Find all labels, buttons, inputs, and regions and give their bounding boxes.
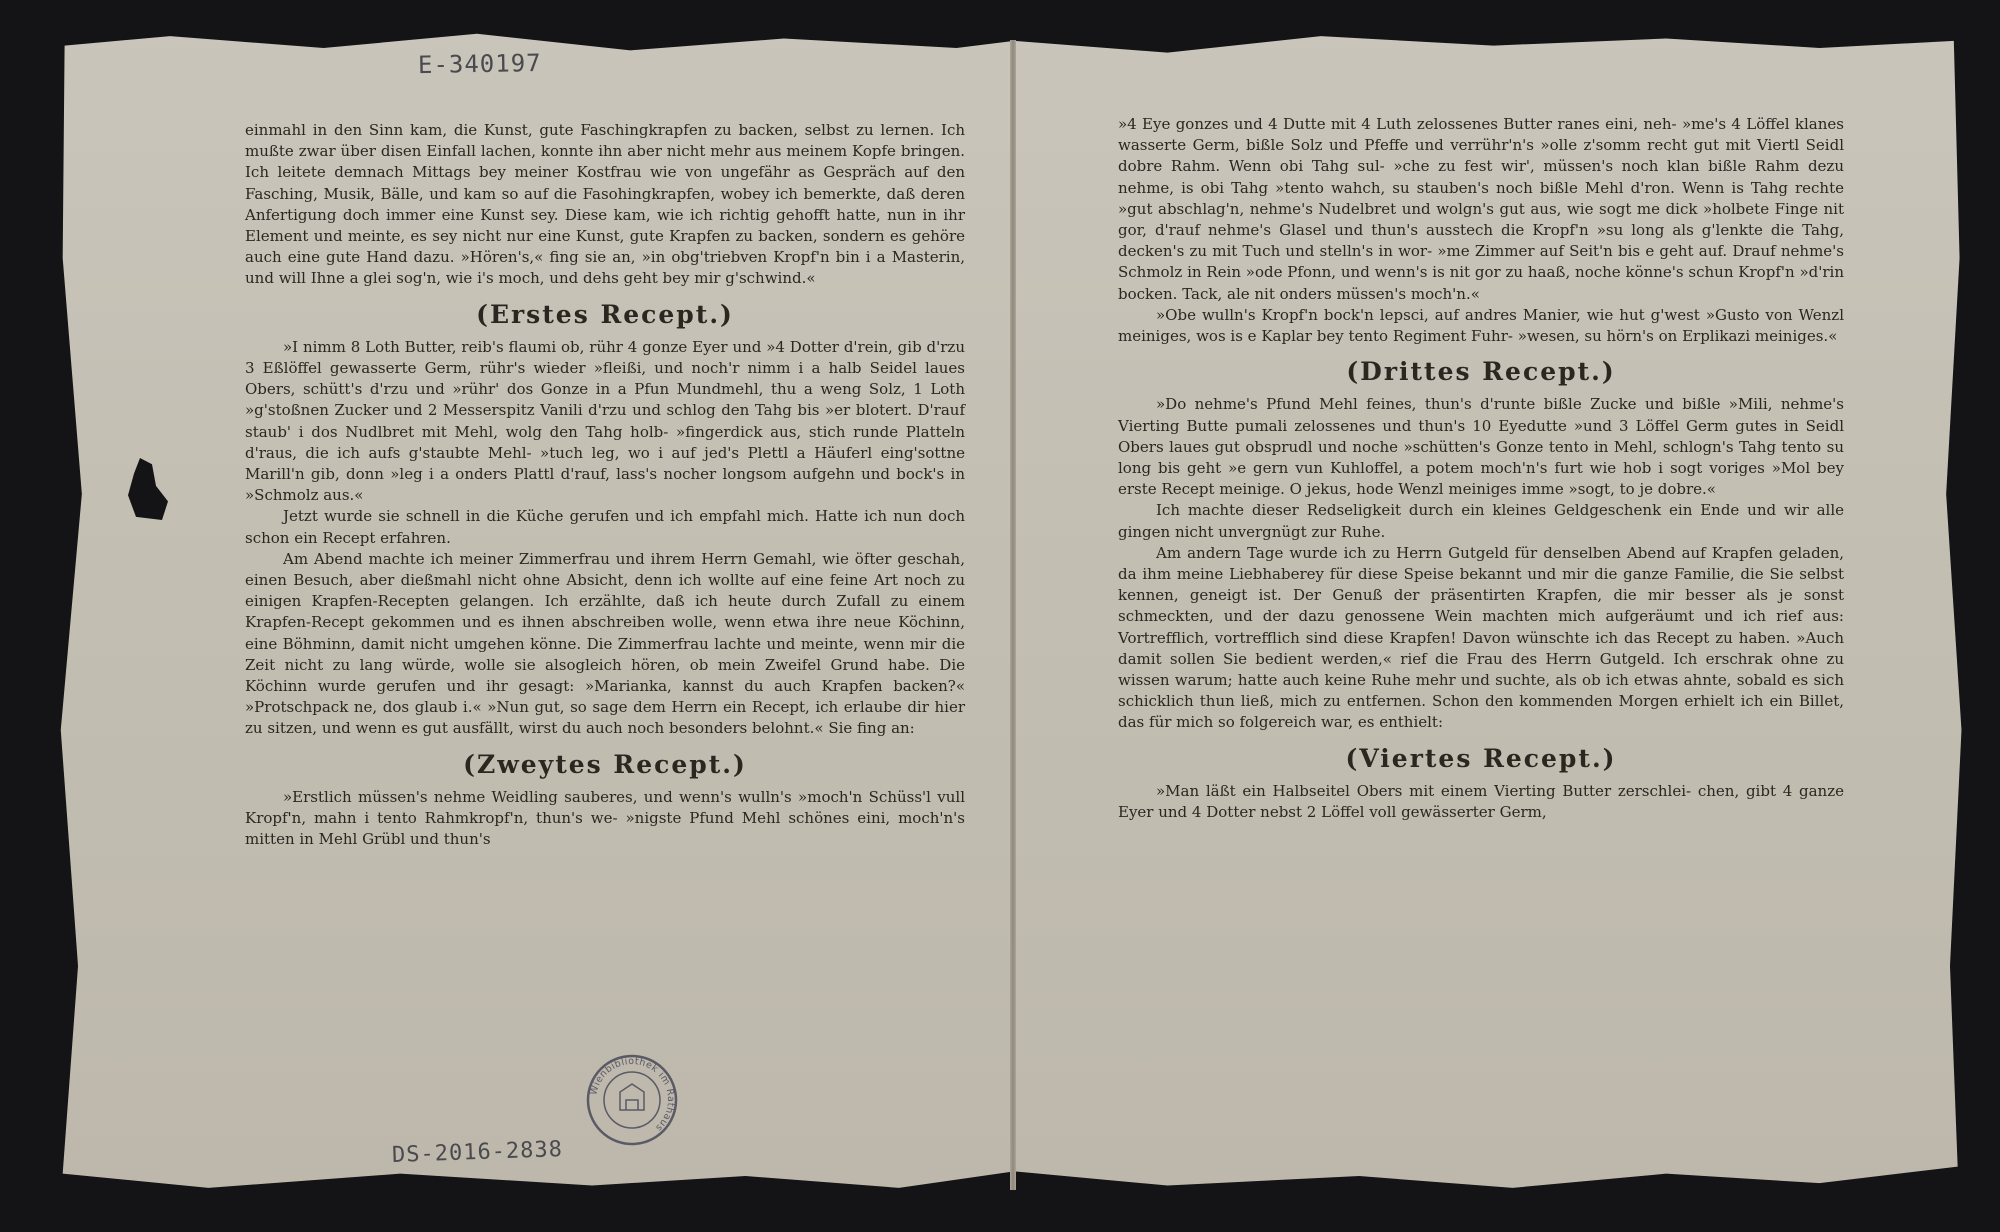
heading-second-recipe: (Zweytes Recept.) bbox=[463, 749, 747, 779]
heading-third-recipe: (Drittes Recept.) bbox=[1346, 357, 1616, 387]
third-recipe-text: »Do nehme's Pfund Mehl feines, thun's d'runte bißle Zucke und bißle »Mili, nehme's Vierting Butte pumali zelossenes und thun's 10 Eyedutte »und 3 Löffel Germ gutes in Seidl Obers laues gut obsprudl und noche »schütten's Gonze tento in Mehl, schlogn's Tahg tento su long bis geht »e gern vun Kuhloffel, a potem moch'n's furt wie hob i sogt voriges »Mol bey erste Recept meinige. O jekus, hode Wenzl meiniges imme »sogt, to je dobre.« bbox=[1118, 395, 1844, 499]
second-recipe-text: »Erstlich müssen's nehme Weidling sauberes, und wenn's wulln's »moch'n Schüss'l vull Kropf'n, mahn i tento Rahmkropf'n, thun's we- »nigste Pfund Mehl schönes eini, moch'n's mitten in Mehl Grübl und thun's bbox=[245, 787, 965, 849]
heading-fourth-recipe: (Viertes Recept.) bbox=[1345, 743, 1617, 773]
narrative-paragraph: Am Abend machte ich meiner Zimmerfrau und ihrem Herrn Gemahl, wie öfter geschah, einen Besuch, aber dießmahl nicht ohne Absicht, denn ich wollte auf eine feine Art noch zu einigen Krapfen-Recepten gelangen. Ich erzählte, daß ich heute durch Zufall zu einem Krapfen-Recept gekommen und es ihnen abschreiben wolle, wenn etwa ihre neue Köchinn, eine Böhminn, damit nicht umgehen könne. Die Zimmerfrau lachte und meinte, wenn mir die Zeit nicht zu lang würde, wolle sie alsogleich hören, ob mein Zweifel Grund habe. Die Köchinn wurde gerufen und ihr gesagt: »Marianka, kannst du auch Krapfen backen?« »Protschpack ne, dos glaub i.« »Nun gut, so sage dem Herrn ein Recept, ich erlaube dir hier zu sitzen, und wenn es gut ausfällt, wirst du auch noch besonders belohnt.« Sie fing an: bbox=[245, 549, 965, 738]
inventory-number-stamp: DS-2016-2838 bbox=[391, 1137, 564, 1168]
library-seal-stamp bbox=[584, 1052, 680, 1148]
center-fold bbox=[1010, 40, 1016, 1190]
right-page bbox=[1118, 114, 1844, 823]
narrative-paragraph: Ich machte dieser Redseligkeit durch ein kleines Geldgeschenk ein Ende und wir alle gingen nicht unvergnügt zur Ruhe. bbox=[1118, 501, 1844, 541]
first-recipe-text: »I nimm 8 Loth Butter, reib's flaumi ob, rühr 4 gonze Eyer und »4 Dotter d'rein, gib d'rzu 3 Eßlöffel gewasserte Germ, rühr's wieder »fleißi, und noch'r nimm i a halb Seidel laues Obers, schütt's d'rzu und »rühr' dos Gonze in a Pfun Mundmehl, thu a weng Solz, 1 Loth »g'stoßnen Zucker und 2 Messerspitz Vanili d'rzu und schlog den Tahg bis »er blotert. D'rauf staub' i dos Nudlbret mit Mehl, wolg den Tahg holb- »fingerdick aus, stich runde Platteln d'raus, die ich aufs g'staubte Mehl- »tuch leg, wo i auf jed's Plettl a Häuferl eing'sottne Marill'n gib, donn »leg i a onders Plattl d'rauf, lass's nocher longsom aufgehn und bock's in »Schmolz aus.« bbox=[245, 337, 965, 505]
fourth-recipe-text: »Man läßt ein Halbseitel Obers mit einem Vierting Butter zerschlei- chen, gibt 4 ganze Eyer und 4 Dotter nebst 2 Löffel voll gewässerter Germ, bbox=[1118, 781, 1844, 822]
seal-text: Wienbibliothek im Rathaus bbox=[588, 1055, 677, 1134]
narrative-paragraph: Jetzt wurde sie schnell in die Küche gerufen und ich empfahl mich. Hatte ich nun doch schon ein Recept erfahren. bbox=[245, 507, 965, 547]
left-intro-paragraph: einmahl in den Sinn kam, die Kunst, gute Faschingkrapfen zu backen, selbst zu lernen. Ich mußte zwar über disen Einfall lachen, konnte ihn aber nicht mehr aus meinem Kopfe bringen. Ich leitete demnach Mittags bey meiner Kostfrau wie von ungefähr as Gespräch auf den Fasching, Musik, Bälle, und kam so auf die Fasohingkrapfen, wobey ich bemerkte, daß deren Anfertigung doch immer eine Kunst sey. Diese kam, wie ich richtig gehofft hatte, nun in ihr Element und meinte, es sey nicht nur eine Kunst, gute Krapfen zu backen, sondern es gehöre auch eine gute Hand dazu. »Hören's,« fing sie an, »in obg'triebven Kropf'n bin i a Masterin, und will Ihne a glei sog'n, wie i's moch, und dehs geht bey mir g'schwind.« bbox=[245, 121, 965, 288]
second-recipe-continued: »4 Eye gonzes und 4 Dutte mit 4 Luth zelossenes Butter ranes eini, neh- »me's 4 Löffel klanes wasserte Germ, bißle Solz und Pfeffe und verrühr'n's »olle z'somm recht gut mit Viertl Seidl dobre Rahm. Wenn obi Tahg sul- »che zu fest wir', müssen's noch klan bißle Rahm dezu nehme, is obi Tahg »tento wahch, su stauben's noch bißle Mehl d'ron. Wenn is Tahg rechte »gut abschlag'n, nehme's Nudelbret und wolgn's gut aus, wie sogt me dick »holbete Finge nit gor, d'rauf nehme's Glasel und thun's ausstech die Kropf'n »su long als g'lenkte die Tahg, decken's zu mit Tuch und stelln's in wor- »me Zimmer auf Seit'n bis e geht auf. Drauf nehme's Schmolz in Rein »ode Pfonn, und wenn's is nit gor zu haaß, noche könne's schun Kropf'n »d'rin bocken. Tack, ale nit onders müssen's moch'n.« bbox=[1118, 115, 1844, 303]
narrative-paragraph: Am andern Tage wurde ich zu Herrn Gutgeld für denselben Abend auf Krapfen geladen, da ihm meine Liebhaberey für diese Speise bekannt und mir die ganze Familie, die Sie selbst kennen, geneigt ist. Der Genuß der präsentirten Krapfen, die mir besser als je sonst schmeckten, und der dazu genossene Wein machten mich aufgeräumt und ich rief aus: Vortrefflich, vortrefflich sind diese Krapfen! Davon wünschte ich das Recept zu haben. »Auch damit sollen Sie bedient werden,« rief die Frau des Herrn Gutgeld. Ich erschrak ohne zu wissen warum; hatte auch keine Ruhe mehr und suchte, als ob ich etwas ahnte, sobald es sich schicklich thun ließ, mich zu entfernen. Schon den kommenden Morgen erhielt ich ein Billet, das für mich so folgereich war, es enthielt: bbox=[1118, 543, 1844, 732]
second-recipe-continued: »Obe wulln's Kropf'n bock'n lepsci, auf andres Manier, wie hut g'west »Gusto von Wenzl meiniges, wos is e Kaplar bey tento Regiment Fuhr- »wesen, su hörn's on Erplikazi meiniges.« bbox=[1118, 305, 1844, 346]
left-page bbox=[245, 120, 965, 851]
archive-number-stamp: E-340197 bbox=[417, 48, 542, 80]
heading-first-recipe: (Erstes Recept.) bbox=[476, 299, 734, 329]
